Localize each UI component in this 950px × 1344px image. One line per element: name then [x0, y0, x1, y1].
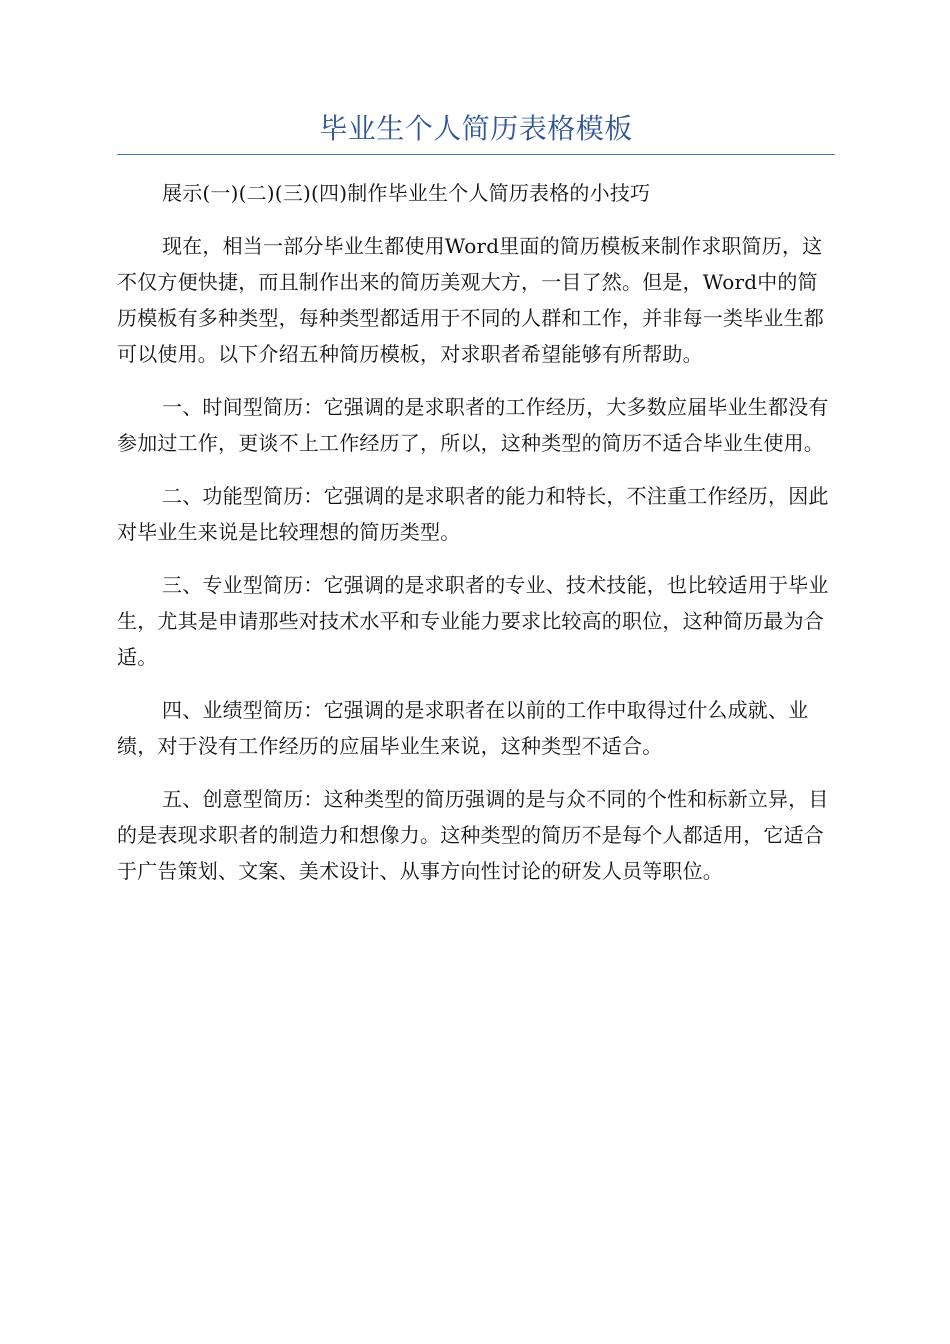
document-body — [117, 175, 835, 889]
document-title: 毕业生个人简历表格模板 — [117, 108, 835, 155]
paragraph-creative-resume: 五、创意型简历：这种类型的简历强调的是与众不同的个性和标新立异，目的是表现求职者的制造力和想像力。这种类型的简历不是每个人都适用，它适合于广告策划、文案、美术设计、从事方向性讨论的研发人员等职位。 — [117, 787, 829, 883]
paragraph-professional-resume: 三、专业型简历：它强调的是求职者的专业、技术技能，也比较适用于毕业生，尤其是申请那些对技术水平和专业能力要求比较高的职位，这种简历最为合适。 — [117, 573, 829, 669]
document-page — [117, 108, 835, 906]
paragraph-functional-resume: 二、功能型简历：它强调的是求职者的能力和特长，不注重工作经历，因此对毕业生来说是比较理想的简历类型。 — [117, 484, 829, 544]
paragraph-chronological-resume: 一、时间型简历：它强调的是求职者的工作经历，大多数应届毕业生都没有参加过工作，更谈不上工作经历了，所以，这种类型的简历不适合毕业生使用。 — [117, 395, 829, 455]
paragraph-overview: 现在，相当一部分毕业生都使用Word里面的简历模板来制作求职简历，这不仅方便快捷，而且制作出来的简历美观大方，一目了然。但是，Word中的简历模板有多种类型，每种类型都适用于不同的人群和工作，并非每一类毕业生都可以使用。以下介绍五种简历模板，对求职者希望能够有所帮助。 — [117, 234, 824, 366]
paragraph-tips-intro: 展示(一)(二)(三)(四)制作毕业生个人简历表格的小技巧 — [162, 181, 651, 205]
paragraph-achievement-resume: 四、业绩型简历：它强调的是求职者在以前的工作中取得过什么成就、业绩，对于没有工作经历的应届毕业生来说，这种类型不适合。 — [117, 698, 809, 758]
